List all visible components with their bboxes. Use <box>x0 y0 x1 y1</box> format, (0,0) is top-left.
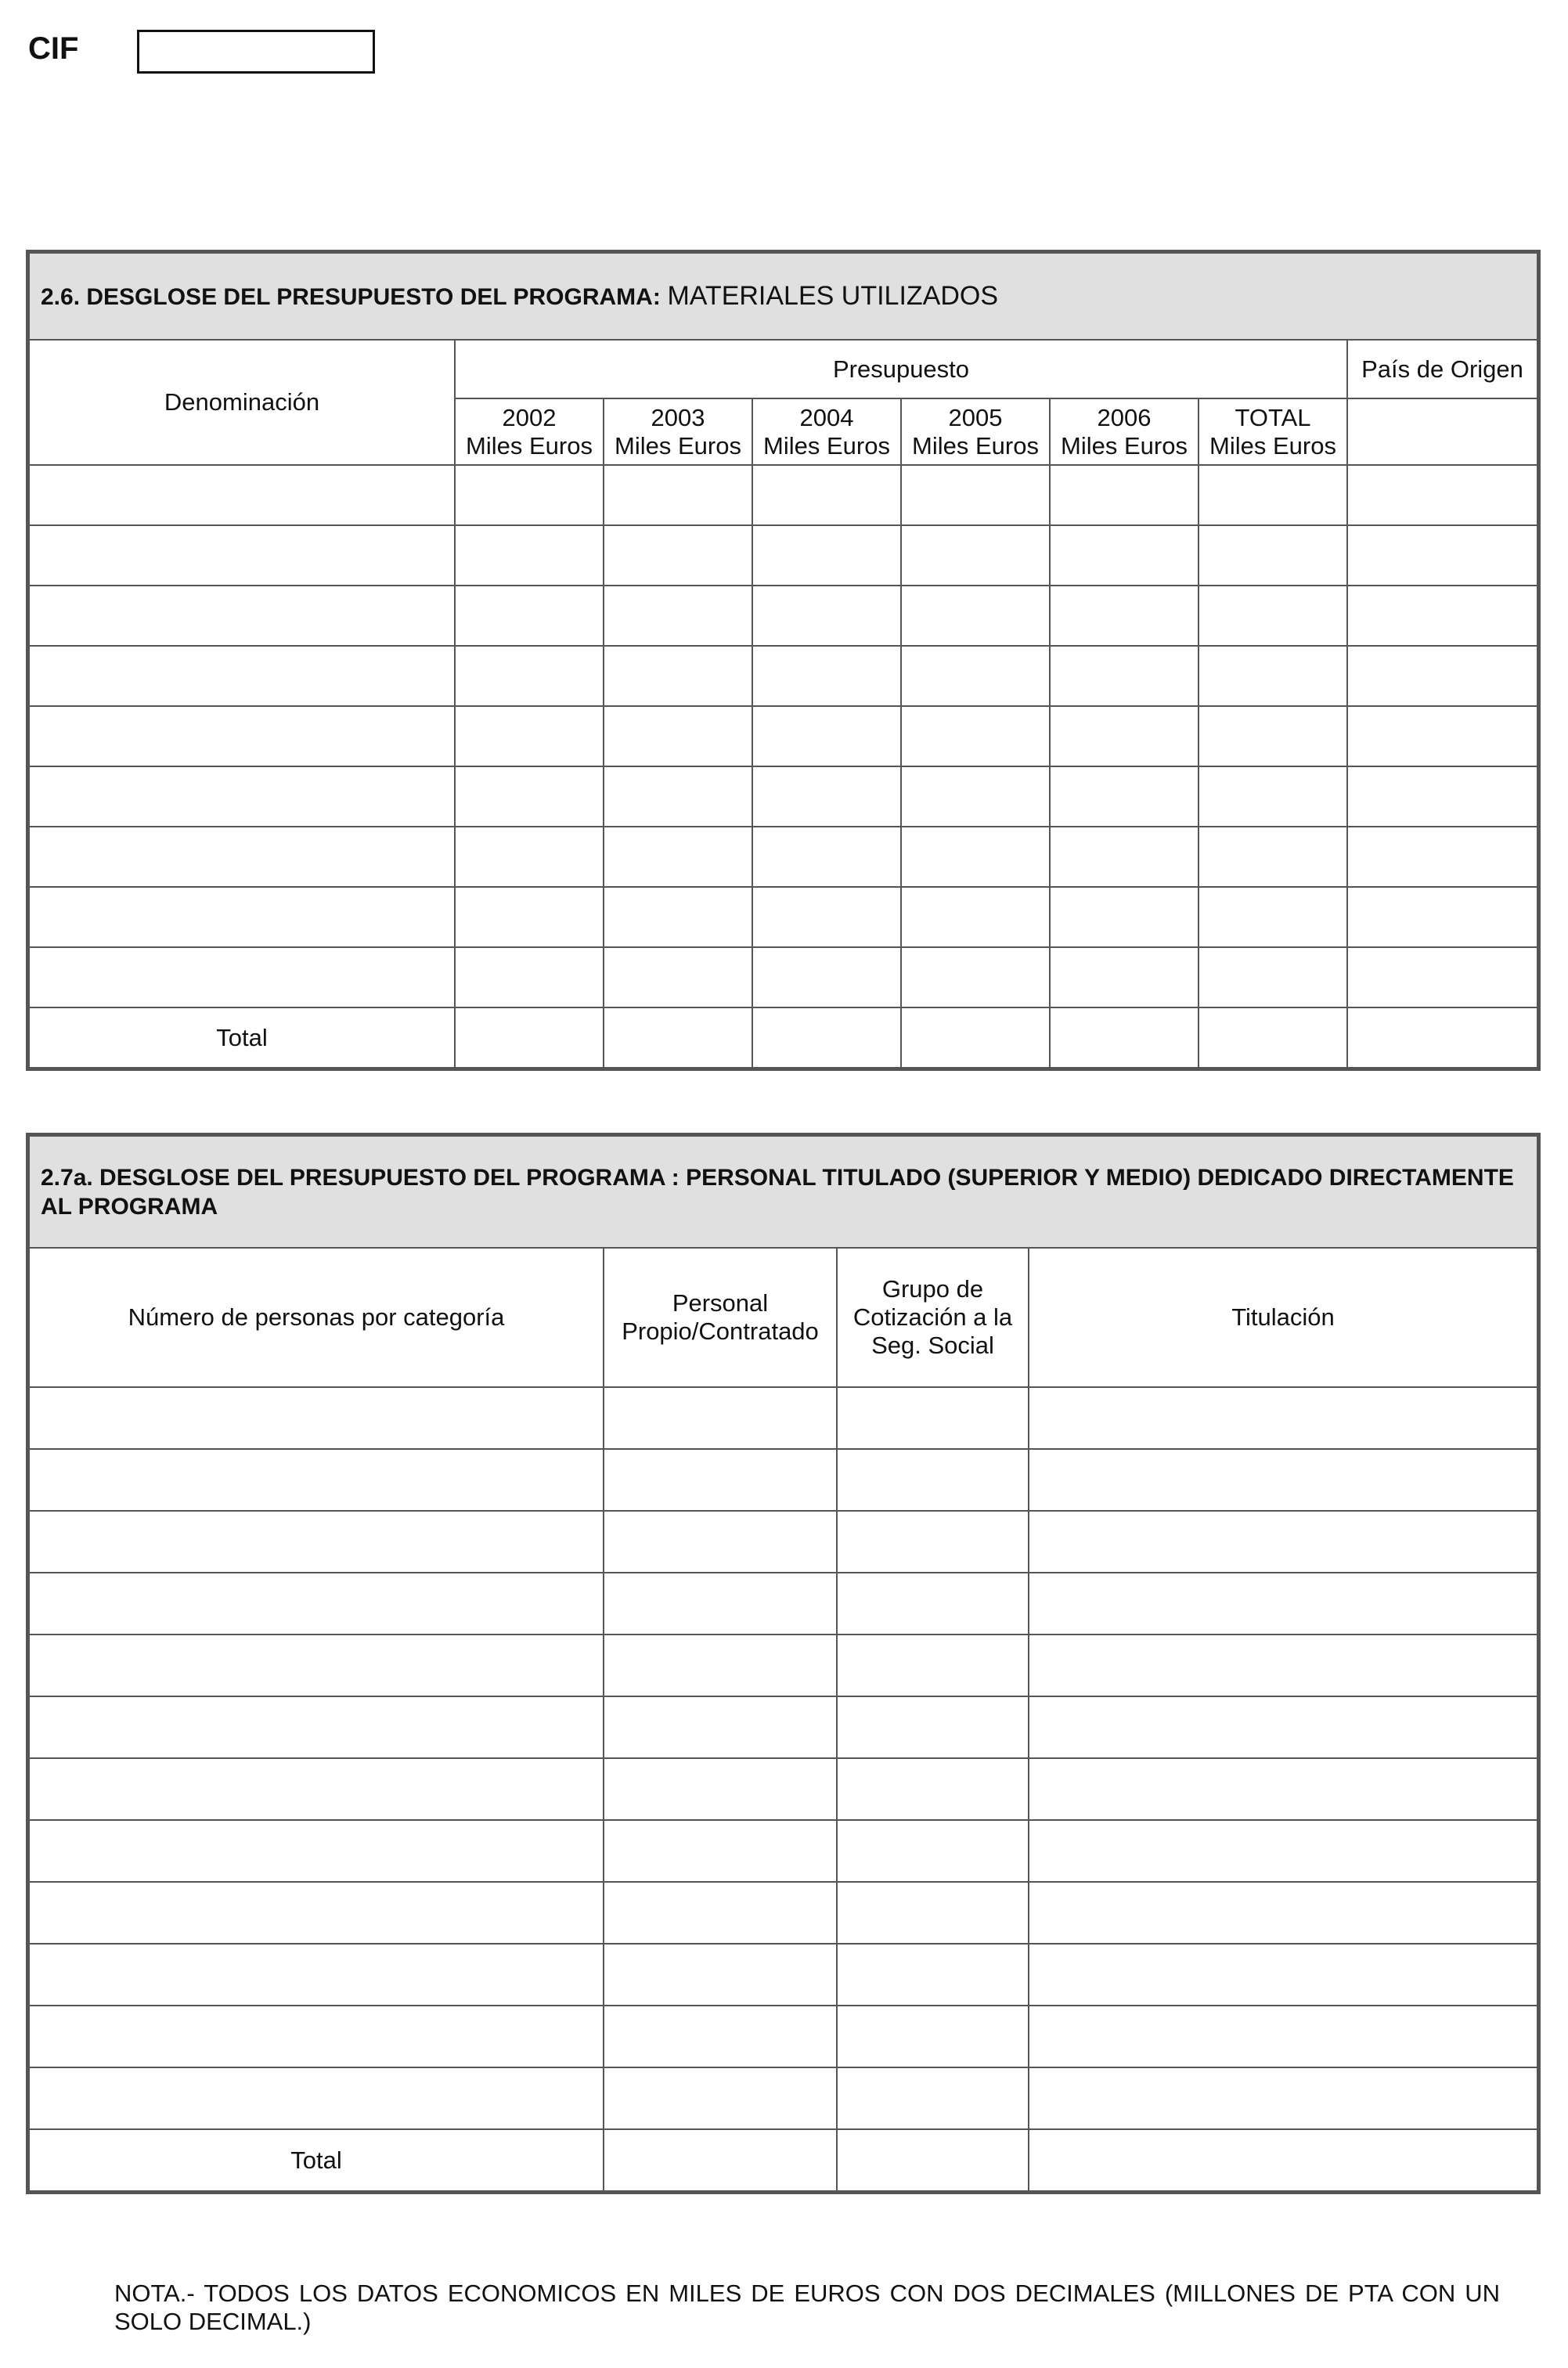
table-row <box>29 887 1537 947</box>
table-cell[interactable] <box>1199 887 1347 947</box>
table-cell[interactable] <box>604 2067 837 2129</box>
table-cell[interactable] <box>1347 525 1537 586</box>
table-cell[interactable] <box>1050 706 1199 766</box>
year-header: 2003 Miles Euros <box>604 398 752 465</box>
table-cell[interactable] <box>604 1696 837 1758</box>
pais-origen-header: País de Origen <box>1347 340 1537 398</box>
table-row <box>29 586 1537 646</box>
table-cell[interactable] <box>1199 827 1347 887</box>
table-cell[interactable] <box>29 1635 604 1696</box>
table-cell[interactable] <box>604 1820 837 1882</box>
table-row <box>29 1696 1537 1758</box>
table-cell[interactable] <box>1029 1449 1537 1511</box>
total-cell[interactable] <box>604 2129 837 2191</box>
table-cell[interactable] <box>752 586 901 646</box>
table-cell[interactable] <box>604 1449 837 1511</box>
table-cell[interactable] <box>604 646 752 706</box>
table-cell[interactable] <box>901 586 1050 646</box>
table-row <box>29 1820 1537 1882</box>
table-cell[interactable] <box>837 1944 1029 2006</box>
table-cell[interactable] <box>1347 706 1537 766</box>
table-cell[interactable] <box>29 1573 604 1635</box>
table-cell[interactable] <box>752 947 901 1007</box>
table-cell[interactable] <box>29 1820 604 1882</box>
table-cell[interactable] <box>837 2006 1029 2067</box>
table-cell[interactable] <box>604 1387 837 1449</box>
total-cell[interactable] <box>1050 1007 1199 1068</box>
table-cell[interactable] <box>901 947 1050 1007</box>
table-cell[interactable] <box>837 1696 1029 1758</box>
table-cell[interactable] <box>1347 646 1537 706</box>
table-cell[interactable] <box>1029 1635 1537 1696</box>
table-cell[interactable] <box>837 1511 1029 1573</box>
table-cell[interactable] <box>1029 1944 1537 2006</box>
table-cell[interactable] <box>604 465 752 525</box>
table-cell[interactable] <box>837 1882 1029 1944</box>
table-cell[interactable] <box>901 465 1050 525</box>
table-cell[interactable] <box>604 1944 837 2006</box>
table-row <box>29 1635 1537 1696</box>
table-cell[interactable] <box>837 1758 1029 1820</box>
table-cell[interactable] <box>752 525 901 586</box>
table-cell[interactable] <box>1347 887 1537 947</box>
table-cell[interactable] <box>455 525 604 586</box>
table-cell[interactable] <box>455 465 604 525</box>
denominacion-header: Denominación <box>29 340 455 465</box>
table-row <box>29 646 1537 706</box>
table-cell[interactable] <box>29 1696 604 1758</box>
total-cell[interactable] <box>604 1007 752 1068</box>
table-row <box>29 1758 1537 1820</box>
table-row <box>29 2067 1537 2129</box>
table-cell[interactable] <box>604 1882 837 1944</box>
table-cell[interactable] <box>29 586 455 646</box>
table-row <box>29 1387 1537 1449</box>
table-cell[interactable] <box>29 1758 604 1820</box>
table-cell[interactable] <box>837 1820 1029 1882</box>
total-cell[interactable] <box>1199 1007 1347 1068</box>
table-row <box>29 2006 1537 2067</box>
table-cell[interactable] <box>1029 1758 1537 1820</box>
table-cell[interactable] <box>604 1758 837 1820</box>
section-27a-title: 2.7a. DESGLOSE DEL PRESUPUESTO DEL PROGRAMA : PERSONAL TITULADO (SUPERIOR Y MEDIO) DEDICADO DIRECTAMENTE AL PROGRAMA <box>29 1136 1537 1248</box>
personal-body <box>29 1387 1537 2129</box>
table-cell[interactable] <box>1050 887 1199 947</box>
table-row <box>29 1944 1537 2006</box>
personal-table <box>28 1135 1538 2192</box>
cif-label: CIF <box>28 31 79 66</box>
total-cell[interactable] <box>752 1007 901 1068</box>
table-cell[interactable] <box>1029 1820 1537 1882</box>
table-cell[interactable] <box>29 1387 604 1449</box>
table-cell[interactable] <box>1050 766 1199 827</box>
table-row <box>29 706 1537 766</box>
table-cell[interactable] <box>604 1635 837 1696</box>
table-cell[interactable] <box>1199 646 1347 706</box>
table-cell[interactable] <box>1029 1573 1537 1635</box>
table-cell[interactable] <box>1347 827 1537 887</box>
table-cell[interactable] <box>455 646 604 706</box>
table-cell[interactable] <box>1050 586 1199 646</box>
table-row <box>29 1511 1537 1573</box>
table-cell[interactable] <box>837 2067 1029 2129</box>
table-cell[interactable] <box>1199 525 1347 586</box>
table-cell[interactable] <box>604 586 752 646</box>
table-cell[interactable] <box>1050 646 1199 706</box>
titulacion-header: Titulación <box>1029 1248 1537 1387</box>
cif-input[interactable] <box>137 30 375 74</box>
table-cell[interactable] <box>901 646 1050 706</box>
table-cell[interactable] <box>29 465 455 525</box>
table-cell[interactable] <box>29 1944 604 2006</box>
pais-origen-subheader <box>1347 398 1537 465</box>
table-cell[interactable] <box>1347 586 1537 646</box>
total-cell[interactable] <box>455 1007 604 1068</box>
table-cell[interactable] <box>901 827 1050 887</box>
table-cell[interactable] <box>1050 827 1199 887</box>
personal-header: Personal Propio/Contratado <box>604 1248 837 1387</box>
materiales-table <box>28 252 1538 1069</box>
total-cell[interactable] <box>901 1007 1050 1068</box>
total-cell[interactable] <box>837 2129 1029 2191</box>
table-cell[interactable] <box>901 525 1050 586</box>
table-cell[interactable] <box>604 827 752 887</box>
year-header: 2006 Miles Euros <box>1050 398 1199 465</box>
table-cell[interactable] <box>901 766 1050 827</box>
table-cell[interactable] <box>901 887 1050 947</box>
total-year-header: TOTAL Miles Euros <box>1199 398 1347 465</box>
table-cell[interactable] <box>1029 2067 1537 2129</box>
table-cell[interactable] <box>1199 465 1347 525</box>
table-row <box>29 1882 1537 1944</box>
table-cell[interactable] <box>604 947 752 1007</box>
table-cell[interactable] <box>604 525 752 586</box>
numero-personas-header: Número de personas por categoría <box>29 1248 604 1387</box>
year-header: 2004 Miles Euros <box>752 398 901 465</box>
total-cell[interactable] <box>1347 1007 1537 1068</box>
table-row <box>29 1573 1537 1635</box>
table-row <box>29 1449 1537 1511</box>
table-cell[interactable] <box>455 706 604 766</box>
table-cell[interactable] <box>604 1573 837 1635</box>
table-cell[interactable] <box>1029 1696 1537 1758</box>
table-cell[interactable] <box>1199 947 1347 1007</box>
table-cell[interactable] <box>29 1511 604 1573</box>
section-26-title: 2.6. DESGLOSE DEL PRESUPUESTO DEL PROGRAMA: MATERIALES UTILIZADOS <box>29 253 1537 340</box>
table-cell[interactable] <box>455 887 604 947</box>
table-cell[interactable] <box>1029 1511 1537 1573</box>
year-header: 2002 Miles Euros <box>455 398 604 465</box>
table-cell[interactable] <box>29 1449 604 1511</box>
table-row <box>29 465 1537 525</box>
table-row <box>29 947 1537 1007</box>
table-row <box>29 766 1537 827</box>
table-cell[interactable] <box>837 1573 1029 1635</box>
table-cell[interactable] <box>455 947 604 1007</box>
table-cell[interactable] <box>604 706 752 766</box>
table-cell[interactable] <box>752 465 901 525</box>
total-label: Total <box>29 2129 604 2191</box>
table-cell[interactable] <box>1199 766 1347 827</box>
table-cell[interactable] <box>29 2067 604 2129</box>
table-cell[interactable] <box>1347 465 1537 525</box>
presupuesto-header: Presupuesto <box>455 340 1347 398</box>
table-cell[interactable] <box>604 766 752 827</box>
table-cell[interactable] <box>604 2006 837 2067</box>
table-cell[interactable] <box>1050 525 1199 586</box>
table-cell[interactable] <box>1050 947 1199 1007</box>
table-cell[interactable] <box>752 887 901 947</box>
table-row <box>29 827 1537 887</box>
table-cell[interactable] <box>752 827 901 887</box>
table-cell[interactable] <box>29 1882 604 1944</box>
table-cell[interactable] <box>1347 766 1537 827</box>
table-cell[interactable] <box>29 947 455 1007</box>
table-cell[interactable] <box>1029 2006 1537 2067</box>
table-cell[interactable] <box>29 887 455 947</box>
table-cell[interactable] <box>1199 586 1347 646</box>
table-cell[interactable] <box>1050 465 1199 525</box>
table-cell[interactable] <box>1029 1387 1537 1449</box>
table-cell[interactable] <box>455 827 604 887</box>
nota: NOTA.- TODOS LOS DATOS ECONOMICOS EN MILES DE EUROS CON DOS DECIMALES (MILLONES DE PTA CON UN SOLO DECIMAL.) <box>114 2280 1500 2335</box>
table-cell[interactable] <box>752 766 901 827</box>
table-row <box>29 525 1537 586</box>
table-cell[interactable] <box>29 2006 604 2067</box>
table-cell[interactable] <box>604 1511 837 1573</box>
total-label: Total <box>29 1007 455 1068</box>
table-cell[interactable] <box>1347 947 1537 1007</box>
year-header: 2005 Miles Euros <box>901 398 1050 465</box>
table-cell[interactable] <box>837 1635 1029 1696</box>
table-cell[interactable] <box>837 1387 1029 1449</box>
table-cell[interactable] <box>901 706 1050 766</box>
table-cell[interactable] <box>1029 1882 1537 1944</box>
table-cell[interactable] <box>455 586 604 646</box>
table-cell[interactable] <box>29 827 455 887</box>
table-cell[interactable] <box>752 706 901 766</box>
table-cell[interactable] <box>752 646 901 706</box>
table-cell[interactable] <box>29 706 455 766</box>
grupo-cotizacion-header: Grupo de Cotización a la Seg. Social <box>837 1248 1029 1387</box>
table-cell[interactable] <box>29 525 455 586</box>
materiales-body <box>29 465 1537 1007</box>
table-cell[interactable] <box>29 646 455 706</box>
table-cell[interactable] <box>604 887 752 947</box>
table-cell[interactable] <box>837 1449 1029 1511</box>
total-cell[interactable] <box>1029 2129 1537 2191</box>
table-cell[interactable] <box>1199 706 1347 766</box>
table-cell[interactable] <box>29 766 455 827</box>
table-cell[interactable] <box>455 766 604 827</box>
